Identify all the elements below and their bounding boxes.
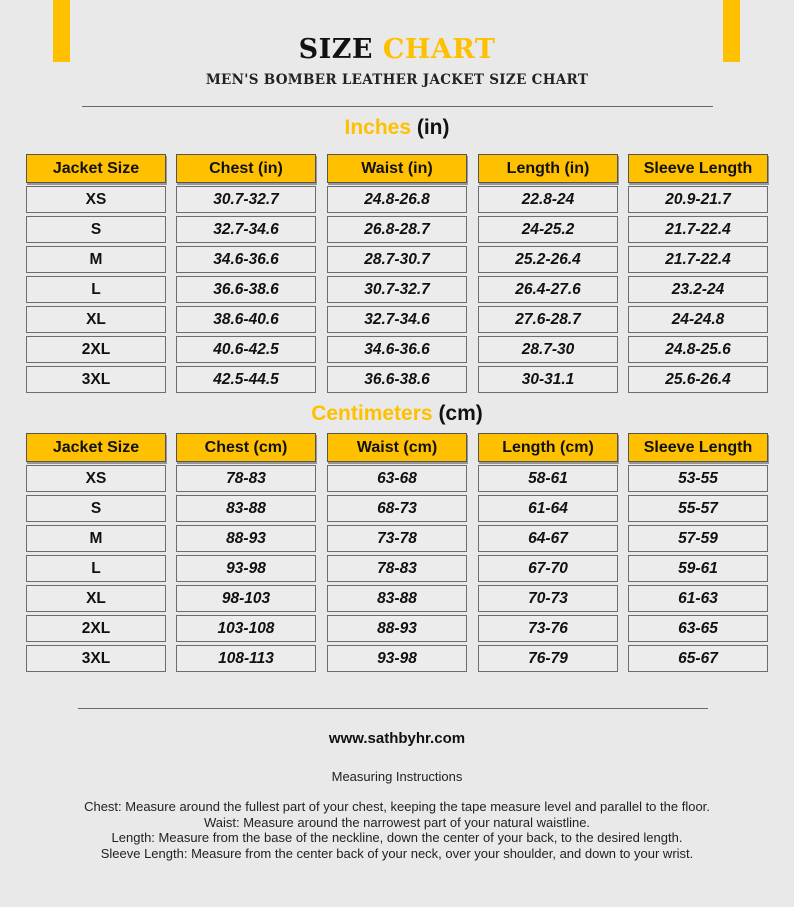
size-label-cell: 3XL bbox=[26, 645, 166, 672]
column-header: Jacket Size bbox=[26, 154, 166, 183]
measurement-cell: 78-83 bbox=[327, 555, 467, 582]
measurement-cell: 83-88 bbox=[176, 495, 316, 522]
column-header: Sleeve Length bbox=[628, 154, 768, 183]
title-chart: CHART bbox=[382, 34, 496, 65]
size-label-cell: M bbox=[26, 525, 166, 552]
centimeters-column bbox=[478, 433, 618, 675]
measurement-cell: 98-103 bbox=[176, 585, 316, 612]
column-header: Jacket Size bbox=[26, 433, 166, 462]
measurement-cell: 70-73 bbox=[478, 585, 618, 612]
measurement-cell: 34.6-36.6 bbox=[176, 246, 316, 273]
instruction-sleeve-length: Sleeve Length: Measure from the center back of your neck, over your shoulder, and down to your wrist. bbox=[100, 845, 694, 861]
measurement-cell: 24-25.2 bbox=[478, 216, 618, 243]
measurement-cell: 58-61 bbox=[478, 465, 618, 492]
measurement-cell: 20.9-21.7 bbox=[628, 186, 768, 213]
measurement-cell: 88-93 bbox=[176, 525, 316, 552]
measurement-cell: 73-76 bbox=[478, 615, 618, 642]
centimeters-heading-unit: (cm) bbox=[438, 402, 483, 425]
inches-heading bbox=[0, 115, 794, 141]
measurement-cell: 32.7-34.6 bbox=[176, 216, 316, 243]
measurement-cell: 83-88 bbox=[327, 585, 467, 612]
measurement-cell: 61-64 bbox=[478, 495, 618, 522]
size-label-cell: M bbox=[26, 246, 166, 273]
measurement-cell: 65-67 bbox=[628, 645, 768, 672]
measurement-cell: 26.4-27.6 bbox=[478, 276, 618, 303]
inches-column bbox=[478, 154, 618, 396]
measurement-cell: 21.7-22.4 bbox=[628, 246, 768, 273]
centimeters-column bbox=[327, 433, 467, 675]
measurement-cell: 63-65 bbox=[628, 615, 768, 642]
size-label-cell: XS bbox=[26, 465, 166, 492]
size-label-cell: XL bbox=[26, 585, 166, 612]
measurement-cell: 30.7-32.7 bbox=[176, 186, 316, 213]
centimeters-heading bbox=[0, 401, 794, 427]
size-label-cell: 2XL bbox=[26, 336, 166, 363]
size-label-cell: S bbox=[26, 495, 166, 522]
centimeters-heading-label: Centimeters bbox=[311, 402, 433, 425]
instruction-chest: Chest: Measure around the fullest part of your chest, keeping the tape measure level and parallel to the floor. bbox=[84, 799, 710, 814]
instruction-waist: Waist: Measure around the narrowest part of your natural waistline. bbox=[203, 814, 591, 830]
measurement-cell: 38.6-40.6 bbox=[176, 306, 316, 333]
measurement-cell: 30-31.1 bbox=[478, 366, 618, 393]
measurement-cell: 93-98 bbox=[176, 555, 316, 582]
size-label-cell: XL bbox=[26, 306, 166, 333]
measurement-cell: 28.7-30.7 bbox=[327, 246, 467, 273]
inches-column bbox=[26, 154, 166, 396]
measurement-cell: 61-63 bbox=[628, 585, 768, 612]
size-label-cell: 2XL bbox=[26, 615, 166, 642]
measurement-cell: 68-73 bbox=[327, 495, 467, 522]
page-subtitle: MEN'S BOMBER LEATHER JACKET SIZE CHART bbox=[205, 72, 589, 88]
measurement-cell: 73-78 bbox=[327, 525, 467, 552]
centimeters-column bbox=[26, 433, 166, 675]
measurement-cell: 28.7-30 bbox=[478, 336, 618, 363]
instruction-length: Length: Measure from the base of the neckline, down the center of your back, to the desired length. bbox=[111, 830, 683, 845]
size-label-cell: XS bbox=[26, 186, 166, 213]
measurement-cell: 24.8-25.6 bbox=[628, 336, 768, 363]
size-label-cell: L bbox=[26, 555, 166, 582]
measurement-cell: 42.5-44.5 bbox=[176, 366, 316, 393]
measurement-cell: 93-98 bbox=[327, 645, 467, 672]
column-header: Sleeve Length bbox=[628, 433, 768, 462]
measurement-cell: 24.8-26.8 bbox=[327, 186, 467, 213]
measurement-cell: 21.7-22.4 bbox=[628, 216, 768, 243]
measurement-cell: 63-68 bbox=[327, 465, 467, 492]
column-header: Length (cm) bbox=[478, 433, 618, 462]
instructions-title: Measuring Instructions bbox=[331, 769, 463, 784]
measurement-cell: 34.6-36.6 bbox=[327, 336, 467, 363]
website-url: www.sathbyhr.com bbox=[328, 730, 466, 747]
top-divider bbox=[82, 106, 713, 107]
measurement-cell: 53-55 bbox=[628, 465, 768, 492]
centimeters-column bbox=[628, 433, 768, 675]
inches-column bbox=[628, 154, 768, 396]
measurement-cell: 76-79 bbox=[478, 645, 618, 672]
inches-heading-unit: (in) bbox=[416, 116, 450, 139]
page-title bbox=[0, 34, 794, 66]
measurement-cell: 59-61 bbox=[628, 555, 768, 582]
measurement-cell: 36.6-38.6 bbox=[327, 366, 467, 393]
measurement-cell: 78-83 bbox=[176, 465, 316, 492]
size-label-cell: S bbox=[26, 216, 166, 243]
measurement-cell: 25.6-26.4 bbox=[628, 366, 768, 393]
title-size: SIZE bbox=[298, 34, 373, 65]
measurement-cell: 55-57 bbox=[628, 495, 768, 522]
measurement-cell: 57-59 bbox=[628, 525, 768, 552]
inches-column bbox=[176, 154, 316, 396]
inches-heading-label: Inches bbox=[344, 116, 412, 139]
column-header: Waist (in) bbox=[327, 154, 467, 183]
measuring-instructions bbox=[0, 799, 794, 861]
measurement-cell: 22.8-24 bbox=[478, 186, 618, 213]
measurement-cell: 40.6-42.5 bbox=[176, 336, 316, 363]
column-header: Chest (cm) bbox=[176, 433, 316, 462]
measurement-cell: 67-70 bbox=[478, 555, 618, 582]
measurement-cell: 64-67 bbox=[478, 525, 618, 552]
size-label-cell: 3XL bbox=[26, 366, 166, 393]
column-header: Length (in) bbox=[478, 154, 618, 183]
column-header: Chest (in) bbox=[176, 154, 316, 183]
measurement-cell: 30.7-32.7 bbox=[327, 276, 467, 303]
measurement-cell: 36.6-38.6 bbox=[176, 276, 316, 303]
bottom-divider bbox=[78, 708, 708, 709]
size-label-cell: L bbox=[26, 276, 166, 303]
measurement-cell: 103-108 bbox=[176, 615, 316, 642]
centimeters-column bbox=[176, 433, 316, 675]
measurement-cell: 32.7-34.6 bbox=[327, 306, 467, 333]
measurement-cell: 27.6-28.7 bbox=[478, 306, 618, 333]
measurement-cell: 24-24.8 bbox=[628, 306, 768, 333]
measurement-cell: 23.2-24 bbox=[628, 276, 768, 303]
measurement-cell: 88-93 bbox=[327, 615, 467, 642]
inches-column bbox=[327, 154, 467, 396]
measurement-cell: 108-113 bbox=[176, 645, 316, 672]
measurement-cell: 26.8-28.7 bbox=[327, 216, 467, 243]
measurement-cell: 25.2-26.4 bbox=[478, 246, 618, 273]
column-header: Waist (cm) bbox=[327, 433, 467, 462]
